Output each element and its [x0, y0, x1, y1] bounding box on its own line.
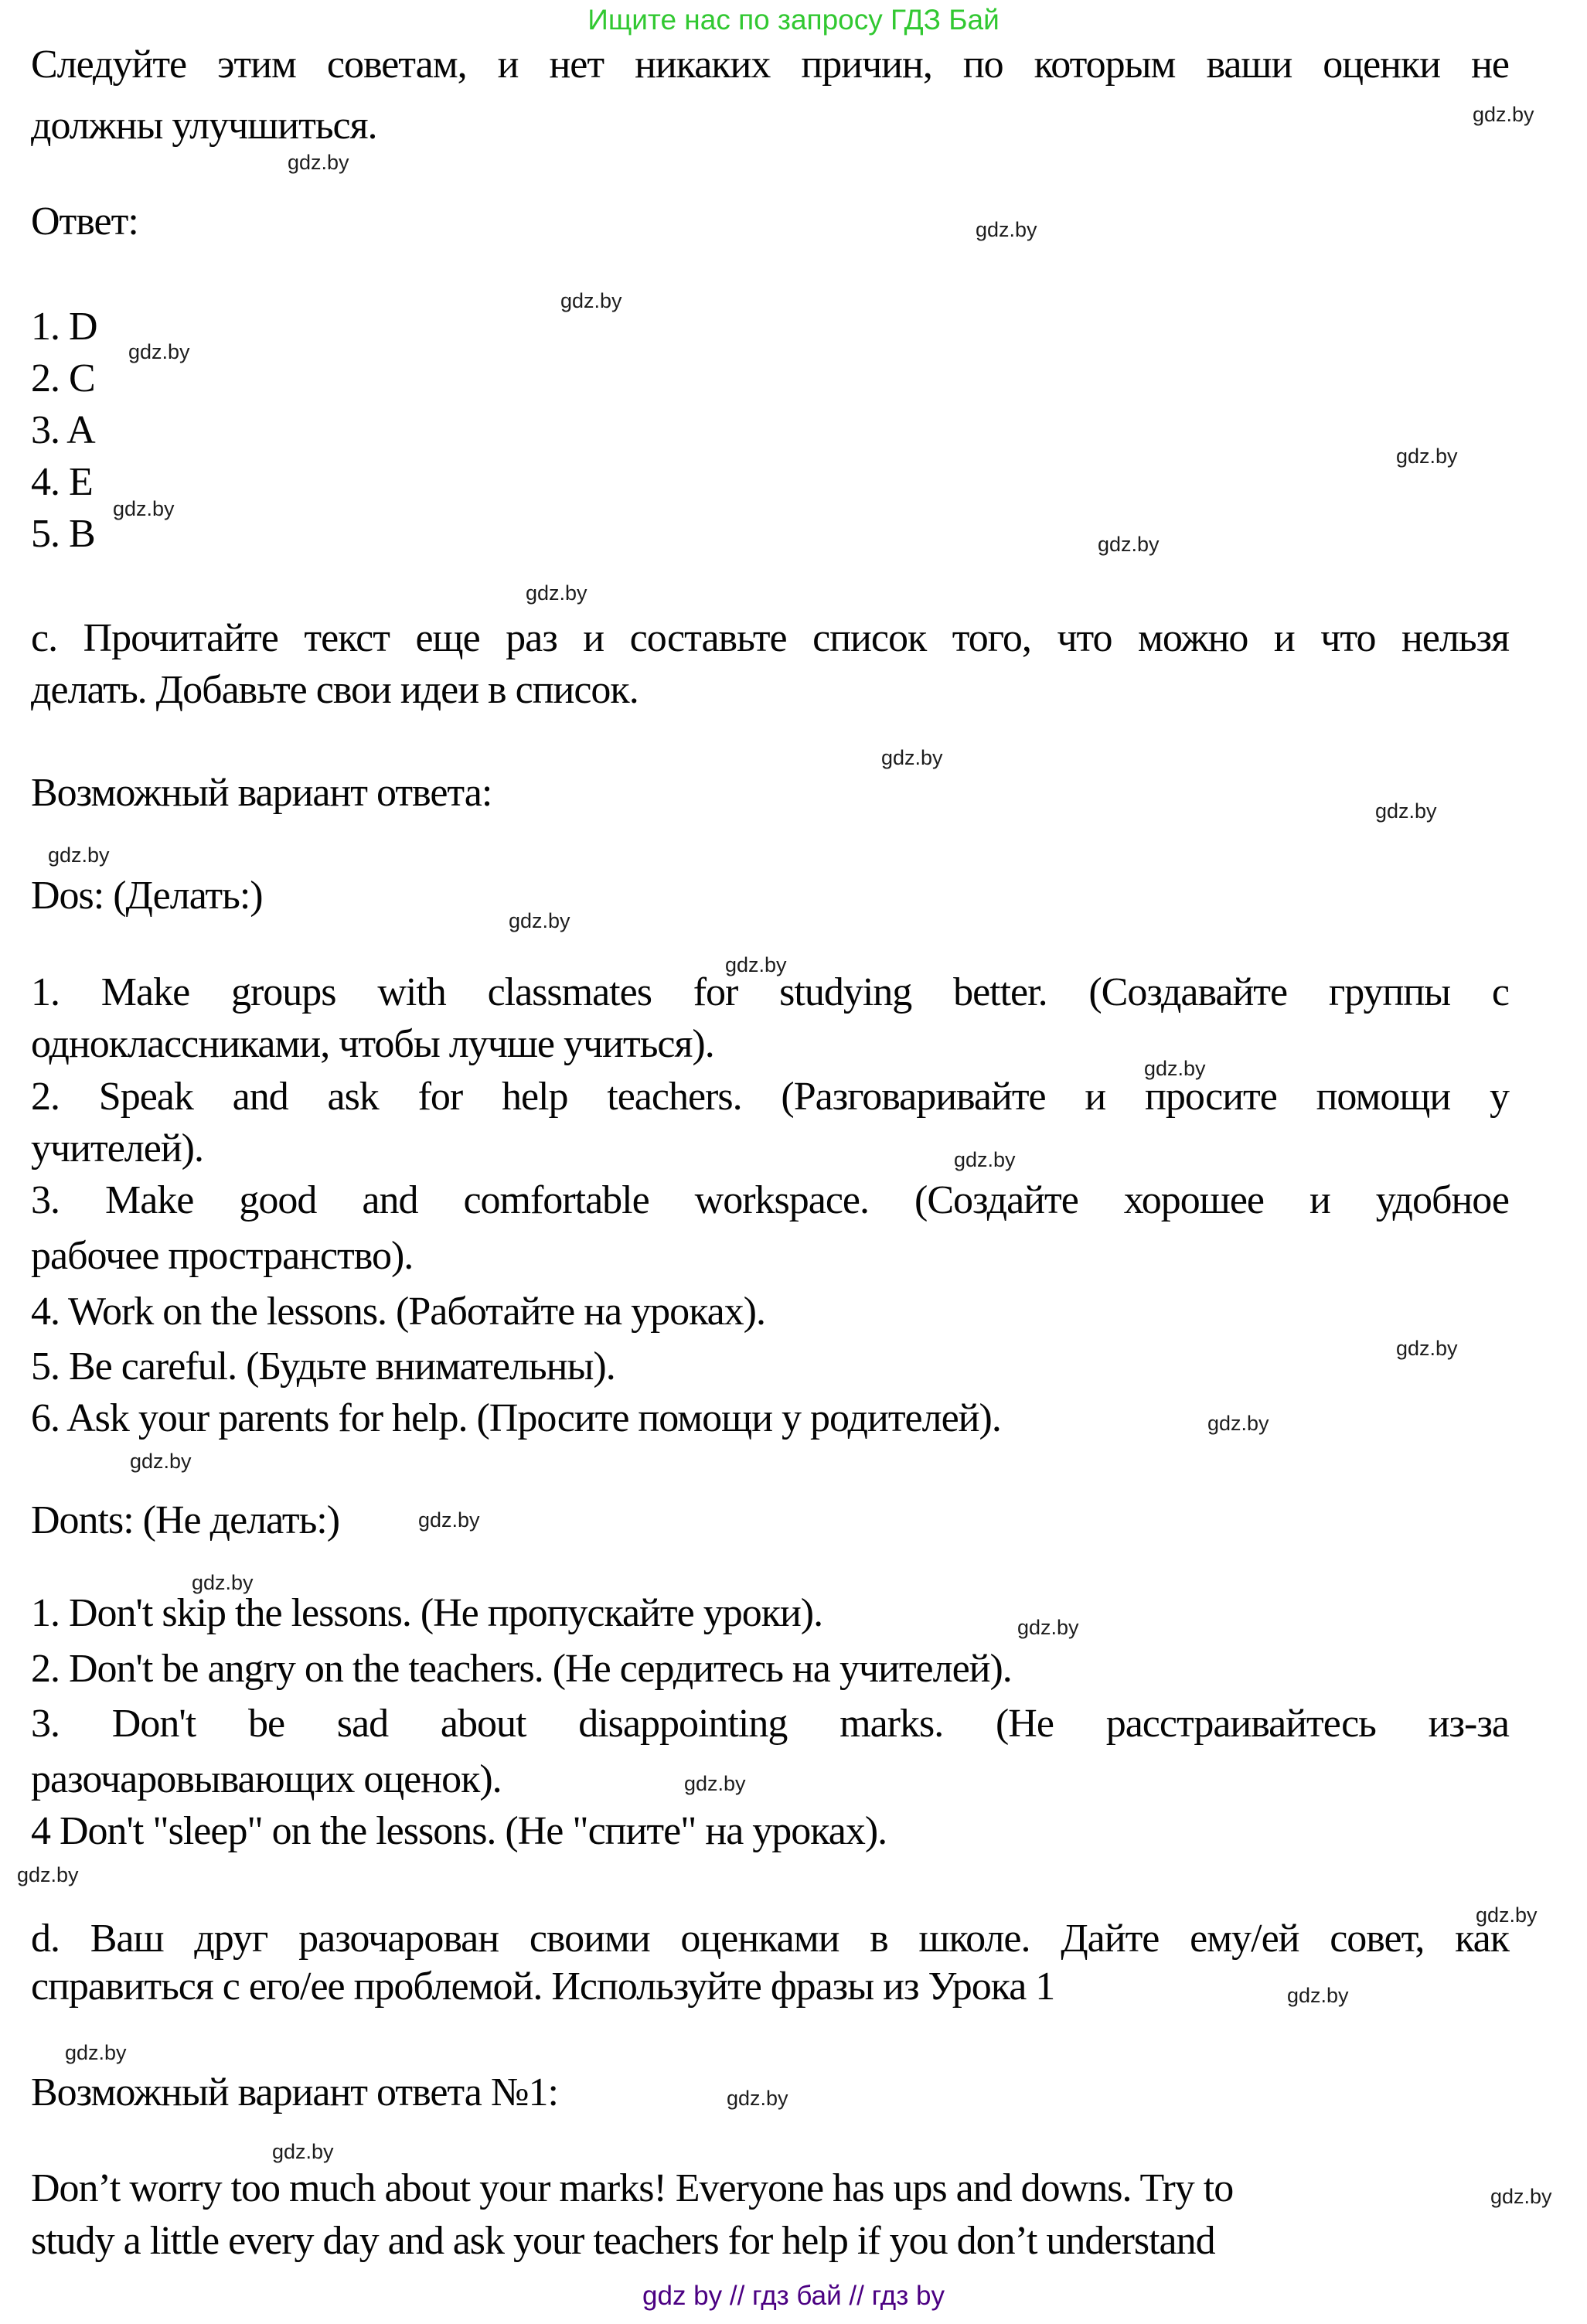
task-c-line-2: делать. Добавьте свои идеи в список. — [31, 668, 639, 712]
dos-line-9: 6. Ask your parents for help. (Просите помощи у родителей). — [31, 1396, 1001, 1440]
donts-line-4: разочаровывающих оценок). — [31, 1757, 502, 1801]
watermark: gdz.by — [684, 1772, 746, 1795]
watermark: gdz.by — [727, 2087, 788, 2110]
watermark: gdz.by — [17, 1863, 79, 1886]
donts-line-2: 2. Don't be angry on the teachers. (Не сердитесь на учителей). — [31, 1647, 1012, 1691]
dos-heading: Dos: (Делать:) — [31, 874, 263, 918]
donts-line-5: 4 Don't "sleep" on the lessons. (Не "спите" на уроках). — [31, 1809, 887, 1853]
task-d-line-2: справиться с его/ее проблемой. Используйте фразы из Урока 1 — [31, 1964, 1055, 2009]
watermark: gdz.by — [560, 289, 622, 312]
answer-item-3: 3. A — [31, 408, 95, 452]
watermark: gdz.by — [130, 1450, 192, 1473]
watermark: gdz.by — [954, 1148, 1016, 1171]
watermark: gdz.by — [113, 497, 175, 520]
watermark: gdz.by — [509, 909, 570, 932]
answer-item-2: 2. C — [31, 356, 95, 400]
answer-heading: Ответ: — [31, 199, 138, 244]
promo-banner: Ищите нас по запросу ГДЗ Бай — [587, 4, 1000, 36]
answer-item-4: 4. E — [31, 460, 93, 504]
dos-line-4: учителей). — [31, 1126, 203, 1171]
watermark: gdz.by — [1017, 1616, 1079, 1639]
watermark: gdz.by — [1207, 1412, 1269, 1435]
advice-line-2: study a little every day and ask your teachers for help if you don’t understand — [31, 2219, 1215, 2263]
watermark: gdz.by — [1396, 1337, 1458, 1360]
watermark: gdz.by — [1098, 533, 1160, 556]
watermark: gdz.by — [272, 2140, 334, 2163]
watermark: gdz.by — [1473, 103, 1534, 126]
watermark: gdz.by — [1287, 1984, 1349, 2007]
watermark: gdz.by — [1396, 445, 1458, 468]
watermark: gdz.by — [1476, 1903, 1538, 1927]
dos-line-6: рабочее пространство). — [31, 1234, 414, 1278]
possible-answer-heading: Возможный вариант ответа: — [31, 771, 492, 815]
dos-line-5: 3. Make good and comfortable workspace. (Создайте хорошее и удобное — [31, 1178, 1509, 1222]
dos-line-3: 2. Speak and ask for help teachers. (Разговаривайте и просите помощи у — [31, 1075, 1509, 1119]
dos-line-7: 4. Work on the lessons. (Работайте на уроках). — [31, 1290, 765, 1334]
answer-item-1: 1. D — [31, 305, 97, 349]
dos-line-8: 5. Be careful. (Будьте внимательны). — [31, 1344, 615, 1389]
watermark: gdz.by — [288, 151, 349, 174]
advice-line-1: Don’t worry too much about your marks! Everyone has ups and downs. Try to — [31, 2166, 1234, 2210]
watermark: gdz.by — [418, 1508, 480, 1532]
watermark: gdz.by — [65, 2041, 127, 2064]
dos-line-1: 1. Make groups with classmates for studying better. (Создавайте группы с — [31, 970, 1509, 1014]
watermark: gdz.by — [128, 340, 190, 363]
watermark: gdz.by — [976, 218, 1037, 241]
possible-answer-1-heading: Возможный вариант ответа №1: — [31, 2070, 558, 2114]
watermark: gdz.by — [48, 843, 110, 867]
donts-line-3: 3. Don't be sad about disappointing marks. (Не расстраивайтесь из-за — [31, 1702, 1509, 1746]
watermark: gdz.by — [526, 581, 587, 605]
donts-heading: Donts: (Не делать:) — [31, 1498, 340, 1542]
intro-line-2: должны улучшиться. — [31, 104, 377, 148]
footer-text: gdz by // гдз бай // гдз by — [642, 2281, 945, 2311]
watermark: gdz.by — [1375, 799, 1437, 823]
watermark: gdz.by — [725, 953, 787, 976]
task-d-line-1: d. Ваш друг разочарован своими оценками в школе. Дайте ему/ей совет, как — [31, 1917, 1509, 1961]
intro-line-1: Следуйте этим советам, и нет никаких причин, по которым ваши оценки не — [31, 43, 1509, 87]
donts-line-1: 1. Don't skip the lessons. (Не пропускайте уроки). — [31, 1591, 823, 1635]
watermark: gdz.by — [1144, 1057, 1206, 1080]
watermark: gdz.by — [192, 1571, 254, 1594]
watermark: gdz.by — [881, 746, 943, 769]
dos-line-2: одноклассниками, чтобы лучше учиться). — [31, 1022, 714, 1066]
watermark: gdz.by — [1490, 2185, 1552, 2208]
answer-item-5: 5. B — [31, 512, 95, 556]
task-c-line-1: c. Прочитайте текст еще раз и составьте список того, что можно и что нельзя — [31, 616, 1509, 660]
